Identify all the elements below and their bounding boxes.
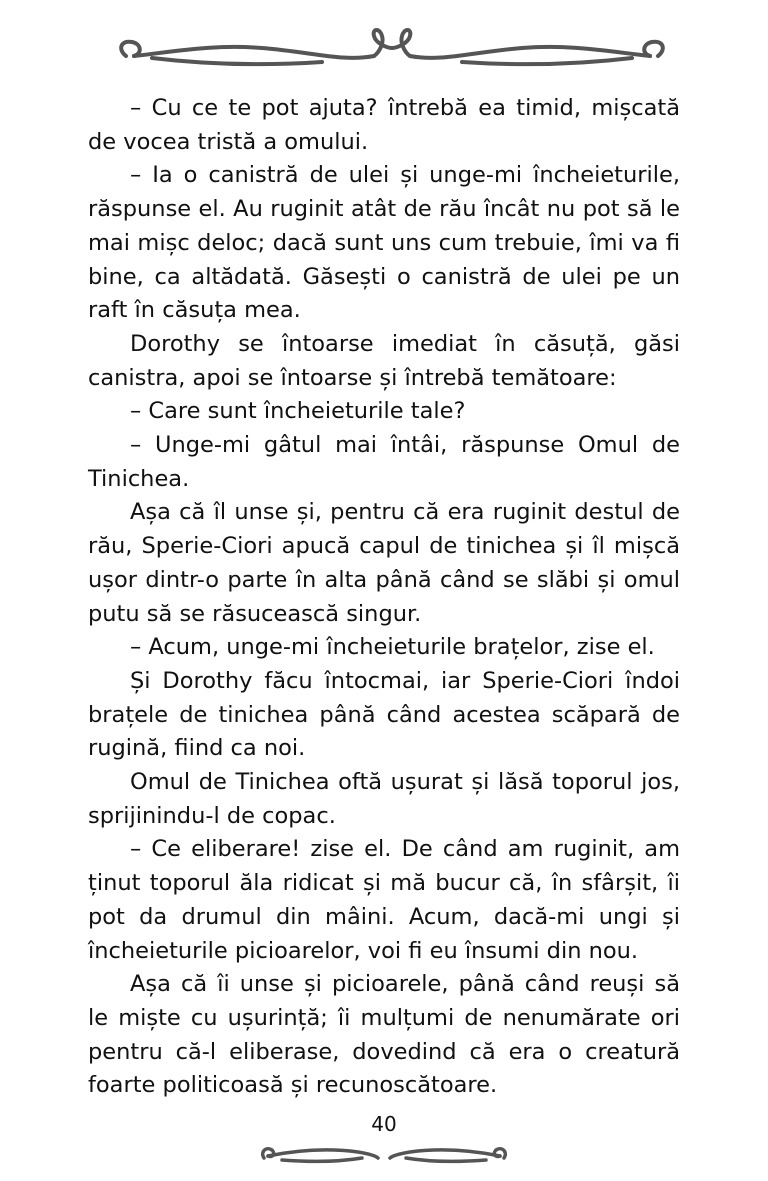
paragraph: – Care sunt încheieturile tale? [130, 398, 466, 425]
chapter-text [88, 92, 680, 1103]
paragraph: – Unge-mi gâtul mai întâi, răspunse Omul de Tinichea. [88, 432, 680, 492]
paragraph: Așa că îi unse și picioarele, până când reuși să le miște cu ușurință; îi mulțumi de nenumărate ori pentru că-l eliberase, dovedind că era o creatură foarte politicoasă și recunoscătoare. [88, 971, 680, 1099]
paragraph: – Acum, unge-mi încheieturile brațelor, zise el. [130, 634, 655, 661]
bottom-ornament-flourish [258, 1130, 510, 1170]
paragraph: – Ia o canistră de ulei și unge-mi încheieturile, răspunse el. Au ruginit atât de rău încât nu pot să le mai mișc deloc; dacă sunt uns cum trebuie, îmi va fi bine, ca altădată. Găsești o canistră de ulei pe un raft în căsuța mea. [88, 162, 680, 324]
paragraph: – Ce eliberare! zise el. De când am ruginit, am ținut toporul ăla ridicat și mă bucur că, în sfârșit, îi pot da drumul din mâini. Acum, dacă-mi ungi și încheieturile picioarelor, voi fi eu însumi din nou. [88, 836, 680, 964]
paragraph: Și Dorothy făcu întocmai, iar Sperie-Ciori îndoi brațele de tinichea până când acestea scăpară de rugină, fiind ca noi. [88, 667, 680, 762]
paragraph: Așa că îl unse și, pentru că era ruginit destul de rău, Sperie-Ciori apucă capul de tinichea și îl mișcă ușor dintr-o parte în alta până când se slăbi și omul putu să se răsucească singur. [88, 499, 680, 627]
paragraph: – Cu ce te pot ajuta? întrebă ea timid, mișcată de vocea tristă a omului. [88, 95, 680, 155]
page-number: 40 [371, 1112, 397, 1136]
top-ornament-flourish [112, 22, 672, 82]
paragraph: Omul de Tinichea oftă ușurat și lăsă toporul jos, sprijinindu-l de copac. [88, 769, 680, 829]
paragraph: Dorothy se întoarse imediat în căsuță, găsi canistra, apoi se întoarse și întrebă temătoare: [88, 330, 680, 391]
